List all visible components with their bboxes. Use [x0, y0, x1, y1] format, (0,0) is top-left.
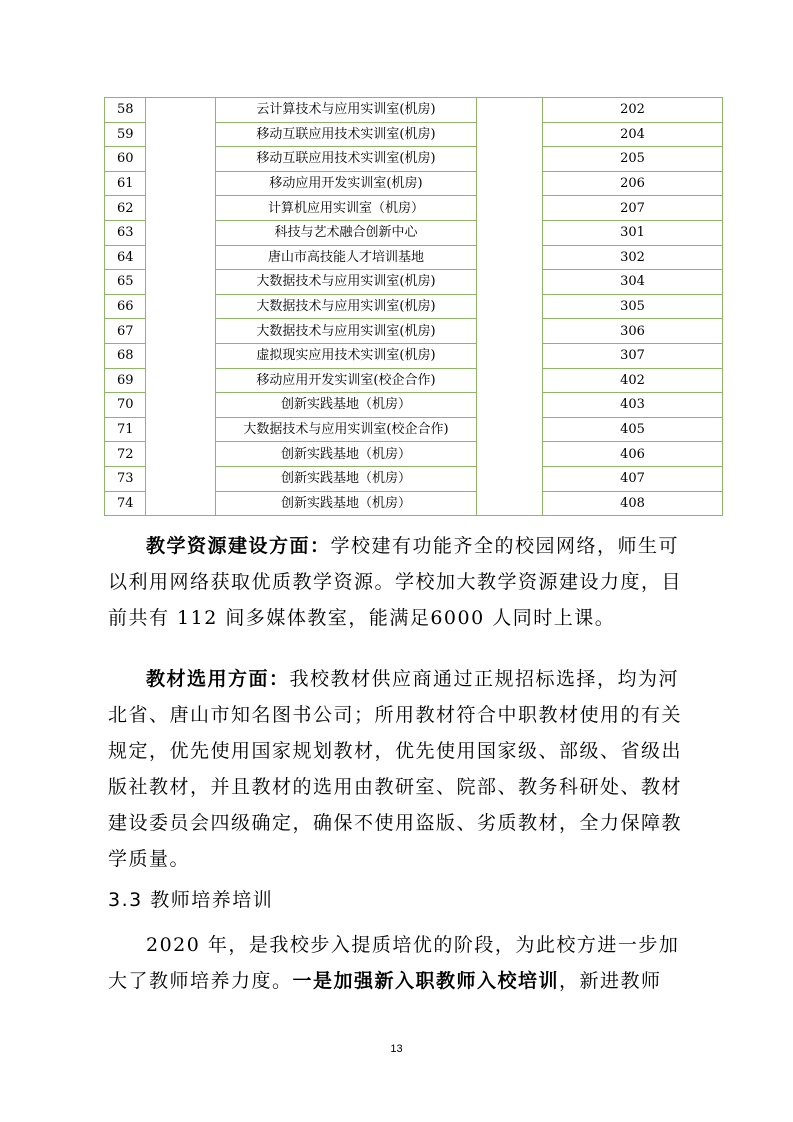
room-number-cell: 306	[543, 319, 723, 344]
room-number-cell: 302	[543, 245, 723, 270]
empty-cell	[477, 245, 543, 270]
row-number-cell: 70	[105, 393, 146, 418]
table-row	[105, 368, 723, 393]
table-row	[105, 270, 723, 295]
textbooks-lead: 教材选用方面：	[146, 668, 290, 690]
teacher-training-intro: 2020 年，是我校步入提质培优的阶段，为此校方进一步加大了教师培养力度。	[108, 934, 680, 992]
empty-cell	[477, 98, 543, 123]
room-name-cell: 移动应用开发实训室(校企合作)	[216, 368, 477, 393]
room-number-cell: 301	[543, 220, 723, 245]
room-name-cell: 移动互联应用技术实训室(机房)	[216, 122, 477, 147]
empty-cell	[477, 491, 543, 516]
empty-cell	[146, 466, 216, 491]
room-number-cell: 307	[543, 343, 723, 368]
empty-cell	[477, 343, 543, 368]
table-row	[105, 417, 723, 442]
room-number-cell: 403	[543, 393, 723, 418]
empty-cell	[146, 270, 216, 295]
section-heading: 3.3 教师培养培训	[108, 889, 274, 911]
room-name-cell: 云计算技术与应用实训室(机房)	[216, 98, 477, 123]
empty-cell	[146, 442, 216, 467]
row-number-cell: 71	[105, 417, 146, 442]
room-number-cell: 204	[543, 122, 723, 147]
teacher-training-paragraph	[108, 927, 688, 999]
room-name-cell: 创新实践基地（机房）	[216, 466, 477, 491]
empty-cell	[146, 294, 216, 319]
room-number-cell: 408	[543, 491, 723, 516]
row-number-cell: 63	[105, 220, 146, 245]
room-name-cell: 创新实践基地（机房）	[216, 393, 477, 418]
table-row	[105, 98, 723, 123]
table-row	[105, 122, 723, 147]
table-row	[105, 294, 723, 319]
empty-cell	[477, 319, 543, 344]
room-name-cell: 创新实践基地（机房）	[216, 442, 477, 467]
row-number-cell: 67	[105, 319, 146, 344]
row-number-cell: 64	[105, 245, 146, 270]
table-body	[105, 98, 723, 516]
table-row	[105, 393, 723, 418]
empty-cell	[146, 196, 216, 221]
row-number-cell: 68	[105, 343, 146, 368]
room-number-cell: 207	[543, 196, 723, 221]
table-row	[105, 466, 723, 491]
empty-cell	[146, 343, 216, 368]
textbooks-paragraph	[108, 661, 688, 877]
empty-cell	[146, 319, 216, 344]
row-number-cell: 61	[105, 171, 146, 196]
empty-cell	[477, 294, 543, 319]
empty-cell	[146, 220, 216, 245]
empty-cell	[146, 122, 216, 147]
room-name-cell: 大数据技术与应用实训室(机房)	[216, 270, 477, 295]
room-name-cell: 创新实践基地（机房）	[216, 491, 477, 516]
table-row	[105, 491, 723, 516]
room-name-cell: 唐山市高技能人才培训基地	[216, 245, 477, 270]
page-number: 13	[390, 1043, 403, 1055]
room-name-cell: 移动应用开发实训室(机房)	[216, 171, 477, 196]
empty-cell	[477, 196, 543, 221]
table-row	[105, 245, 723, 270]
teacher-training-tail: ，新进教师	[559, 970, 662, 992]
row-number-cell: 59	[105, 122, 146, 147]
row-number-cell: 72	[105, 442, 146, 467]
empty-cell	[477, 417, 543, 442]
teacher-training-bold: 一是加强新入职教师入校培训	[292, 970, 560, 992]
room-number-cell: 407	[543, 466, 723, 491]
row-number-cell: 58	[105, 98, 146, 123]
empty-cell	[146, 245, 216, 270]
teaching-resources-paragraph	[108, 528, 688, 636]
room-number-cell: 405	[543, 417, 723, 442]
table-row	[105, 220, 723, 245]
row-number-cell: 74	[105, 491, 146, 516]
room-name-cell: 移动互联应用技术实训室(机房)	[216, 147, 477, 172]
room-number-cell: 206	[543, 171, 723, 196]
room-number-cell: 305	[543, 294, 723, 319]
empty-cell	[477, 171, 543, 196]
empty-cell	[477, 442, 543, 467]
teaching-resources-lead: 教学资源建设方面：	[146, 535, 331, 557]
empty-cell	[477, 466, 543, 491]
row-number-cell: 69	[105, 368, 146, 393]
empty-cell	[477, 122, 543, 147]
table-row	[105, 147, 723, 172]
row-number-cell: 65	[105, 270, 146, 295]
empty-cell	[146, 368, 216, 393]
room-number-cell: 406	[543, 442, 723, 467]
empty-cell	[146, 417, 216, 442]
row-number-cell: 60	[105, 147, 146, 172]
room-number-cell: 402	[543, 368, 723, 393]
row-number-cell: 73	[105, 466, 146, 491]
room-name-cell: 大数据技术与应用实训室(校企合作)	[216, 417, 477, 442]
room-number-cell: 205	[543, 147, 723, 172]
lab-room-table	[104, 97, 723, 516]
empty-cell	[146, 171, 216, 196]
room-number-cell: 304	[543, 270, 723, 295]
table-row	[105, 171, 723, 196]
empty-cell	[477, 368, 543, 393]
table-row	[105, 196, 723, 221]
empty-cell	[477, 147, 543, 172]
room-name-cell: 大数据技术与应用实训室(机房)	[216, 294, 477, 319]
empty-cell	[146, 393, 216, 418]
empty-cell	[146, 147, 216, 172]
textbooks-body: 我校教材供应商通过正规招标选择，均为河北省、唐山市知名图书公司；所用教材符合中职教材使用的有关规定，优先使用国家规划教材，优先使用国家级、部级、省级出版社教材，并且教材的选用由教研室、院部、教务科研处、教材建设委员会四级确定，确保不使用盗版、劣质教材，全力保障教学质量。	[108, 668, 683, 870]
empty-cell	[146, 98, 216, 123]
row-number-cell: 66	[105, 294, 146, 319]
empty-cell	[146, 491, 216, 516]
room-number-cell: 202	[543, 98, 723, 123]
room-name-cell: 大数据技术与应用实训室(机房)	[216, 319, 477, 344]
empty-cell	[477, 220, 543, 245]
room-name-cell: 计算机应用实训室（机房）	[216, 196, 477, 221]
teaching-resources-body: 学校建有功能齐全的校园网络，师生可以利用网络获取优质教学资源。学校加大教学资源建设力度，目前共有 112 间多媒体教室，能满足6000 人同时上课。	[108, 535, 683, 629]
table-row	[105, 442, 723, 467]
table-row	[105, 343, 723, 368]
room-name-cell: 虚拟现实应用技术实训室(机房)	[216, 343, 477, 368]
row-number-cell: 62	[105, 196, 146, 221]
room-name-cell: 科技与艺术融合创新中心	[216, 220, 477, 245]
table-row	[105, 319, 723, 344]
empty-cell	[477, 270, 543, 295]
empty-cell	[477, 393, 543, 418]
